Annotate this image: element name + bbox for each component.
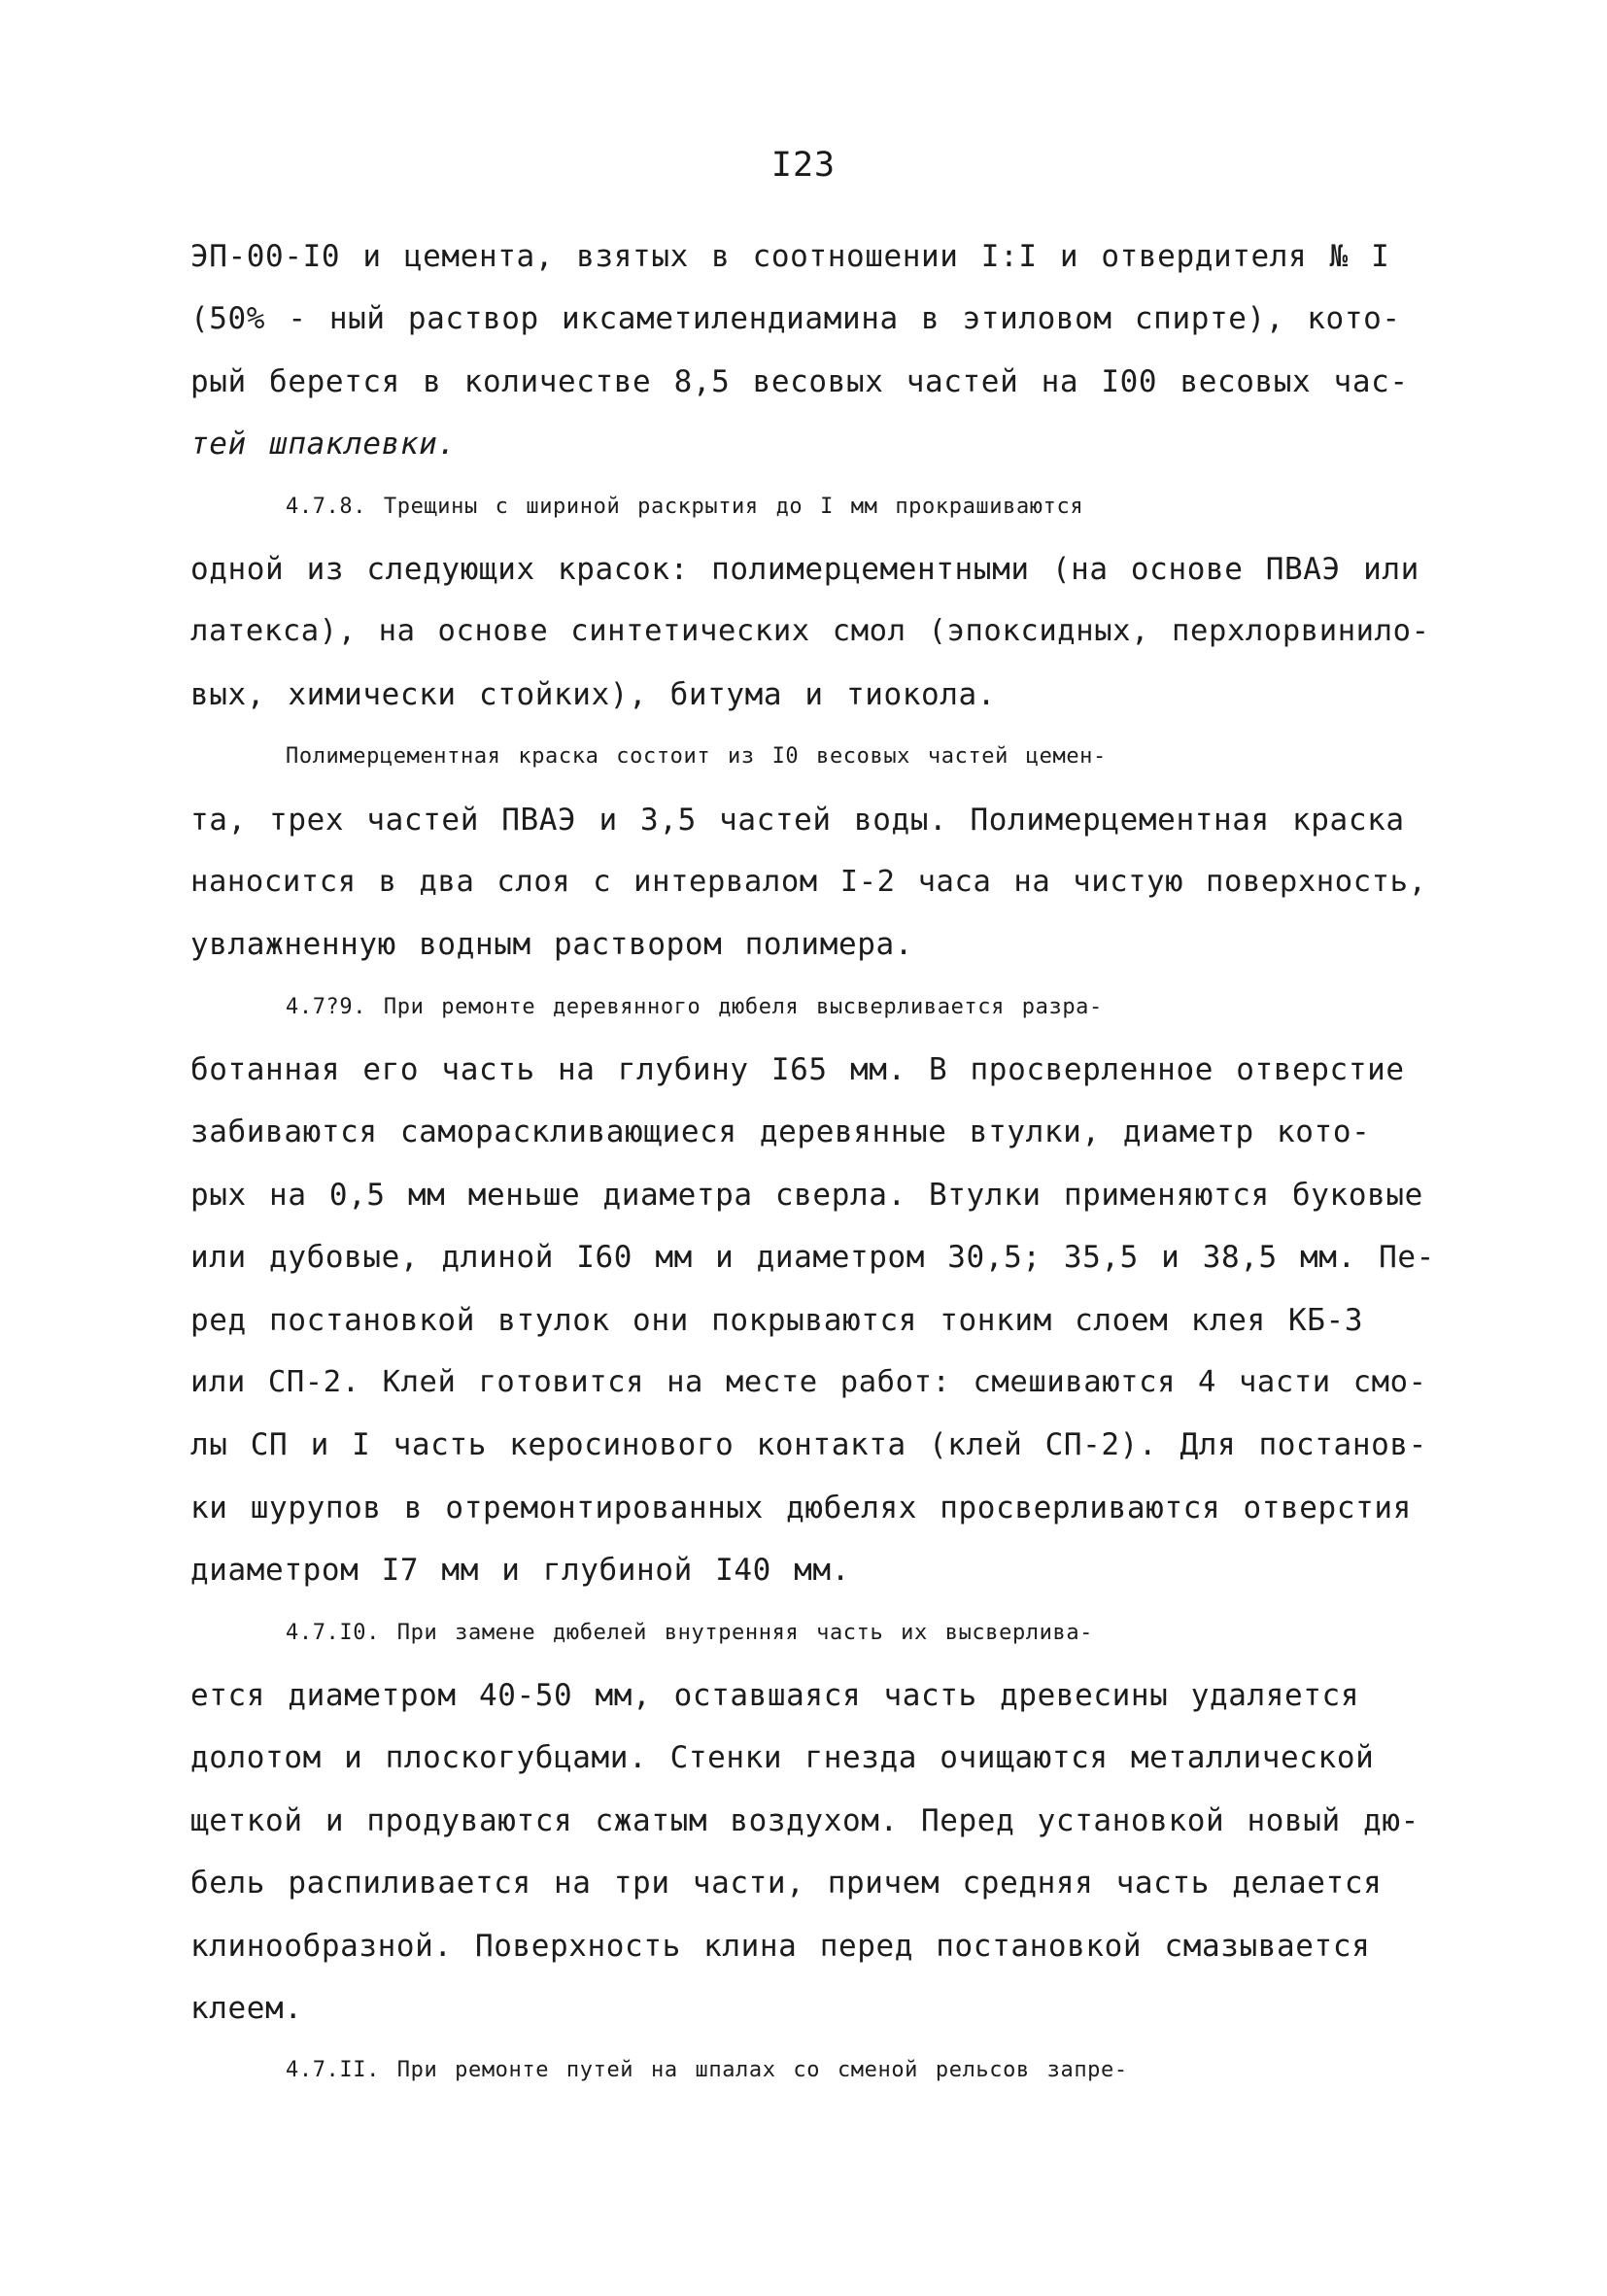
text-line: одной из следующих красок: полимерцементными (на основе ПВАЭ или <box>190 551 1419 587</box>
text-line: увлажненную водным раствором полимера. <box>190 927 914 963</box>
text-line: та, трех частей ПВАЭ и 3,5 частей воды. Полимерцементная краска <box>190 802 1405 838</box>
text-line: вых, химически стойких), битума и тиокола. <box>190 676 997 712</box>
text-line: рый берется в количестве 8,5 весовых частей на I00 весовых час- <box>190 363 1409 399</box>
text-line: 4.7.I0. При замене дюбелей внутренняя часть их высверлива- <box>286 1620 1094 1645</box>
text-line: щеткой и продуваются сжатым воздухом. Перед установкой новый дю- <box>190 1802 1419 1838</box>
text-line: ред постановкой втулок они покрываются тонким слоем клея КБ-3 <box>190 1302 1364 1338</box>
text-line: рых на 0,5 мм меньше диаметра сверла. Втулки применяются буковые <box>190 1177 1423 1213</box>
text-line: Полимерцементная краска состоит из I0 весовых частей цемен- <box>286 744 1107 770</box>
text-line: 4.7.II. При ремонте путей на шпалах со сменой рельсов запре- <box>286 2058 1128 2083</box>
text-line: ется диаметром 40-50 мм, оставшаяся часть древесины удаляется <box>190 1677 1360 1713</box>
text-line: 4.7?9. При ремонте деревянного дюбеля высверливается разра- <box>286 994 1103 1019</box>
text-line: (50% - ный раствор иксаметилендиамина в этиловом спирте), кото- <box>190 301 1401 337</box>
page-number: I23 <box>770 146 837 185</box>
text-line: забиваются самораскливающиеся деревянные втулки, диаметр кото- <box>190 1114 1371 1150</box>
text-line: бель распиливается на три части, причем средняя часть делается <box>190 1866 1383 1902</box>
text-line: или дубовые, длиной I60 мм и диаметром 30,5; 35,5 и 38,5 мм. Пе- <box>190 1240 1435 1276</box>
text-line: клинообразной. Поверхность клина перед постановкой смазывается <box>190 1928 1371 1964</box>
body-text <box>190 225 1444 2103</box>
text-line: ботанная его часть на глубину I65 мм. В просверленное отверстие <box>190 1052 1405 1088</box>
text-line: ЭП-00-I0 и цемента, взятых в соотношении I:I и отвердителя № I <box>190 239 1390 274</box>
text-line: или СП-2. Клей готовится на месте работ: смешиваются 4 части смо- <box>190 1365 1427 1400</box>
text-line: лы СП и I часть керосинового контакта (клей СП-2). Для постанов- <box>190 1427 1427 1463</box>
text-line: клеем. <box>190 1990 303 2026</box>
text-line: латекса), на основе синтетических смол (эпоксидных, перхлорвинило- <box>190 614 1430 649</box>
text-line: диаметром I7 мм и глубиной I40 мм. <box>190 1553 850 1589</box>
text-line: ки шурупов в отремонтированных дюбелях просверливаются отверстия <box>190 1490 1412 1525</box>
text-line: 4.7.8. Трещины с шириной раскрытия до I мм прокрашиваются <box>286 494 1084 519</box>
text-line: долотом и плоскогубцами. Стенки гнезда очищаются металлической <box>190 1740 1375 1776</box>
text-line: наносится в два слоя с интервалом I-2 часа на чистую поверхность, <box>190 864 1427 899</box>
text-line: тей шпаклевки. <box>190 427 457 463</box>
